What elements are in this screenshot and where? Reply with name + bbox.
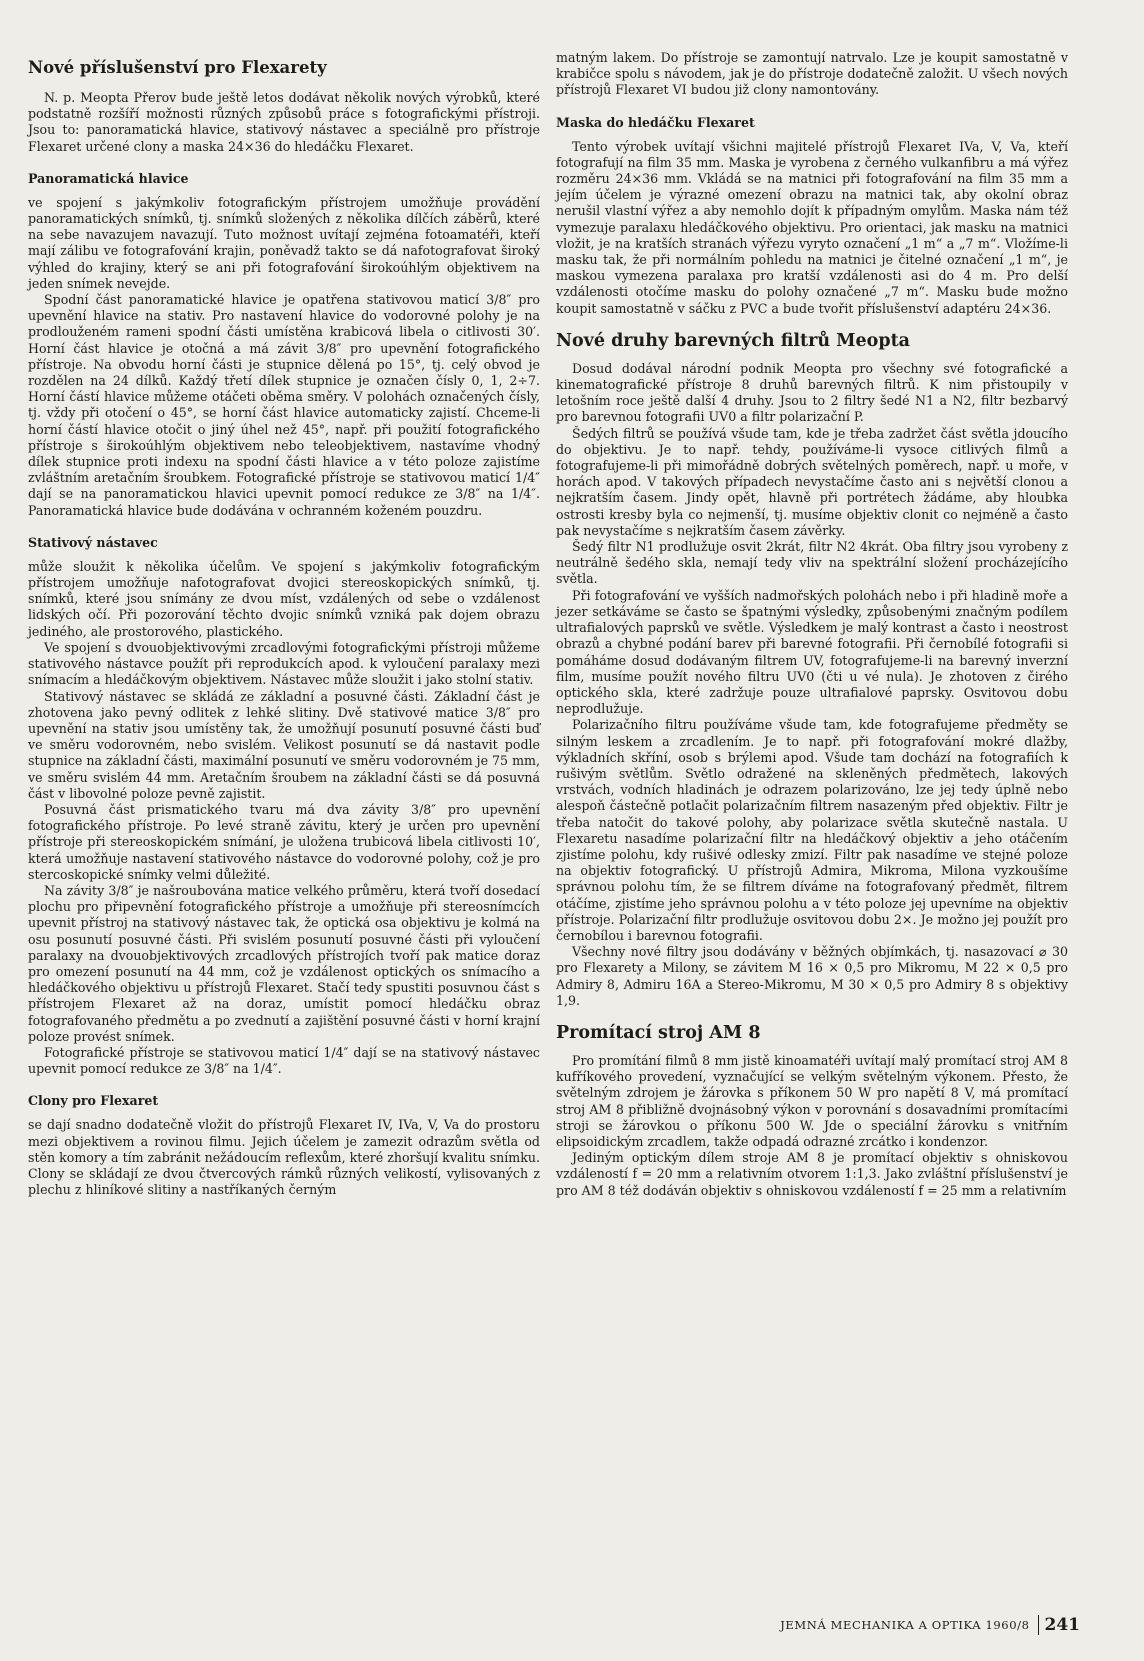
- paragraph: Všechny nové filtry jsou dodávány v běžných objímkách, tj. nasazovací ⌀ 30 pro Flexarety a Milony, se závitem M 16 × 0,5 pro Mikromu, M 22 × 0,5 pro Admiry 8, Admiru 16A a Stereo-Mikromu, M 30 × 0,5 pro Admiry 8 s objektivy 1,9.: [556, 944, 1068, 1008]
- journal-name: JEMNÁ MECHANIKA A OPTIKA 1960/8: [780, 1618, 1030, 1632]
- paragraph: se dají snadno dodatečně vložit do přístrojů Flexaret IV, IVa, V, Va do prostoru mezi objektivem a rovinou filmu. Jejich účelem je zamezit odrazům světla od stěn komory a tím zabránit nežádoucím reflexům, které zhoršují kvalitu snímku. Clony se skládají ze dvou čtvercových rámků různých velikostí, vylisovaných z plechu z hliníkové slitiny a nastříkaných černým: [28, 1117, 540, 1198]
- paragraph: Dosud dodával národní podnik Meopta pro všechny své fotografické a kinematografické přístroje 8 druhů barevných filtrů. K nim přistoupily v letošním roce ještě další 4 druhy. Jsou to 2 filtry šedé N1 a N2, filtr bezbarvý pro barevnou fotografii UV0 a filtr polarizační P.: [556, 360, 1068, 425]
- section-heading: Stativový nástavec: [28, 534, 158, 550]
- paragraph: Na závity 3/8″ je našroubována matice velkého průměru, která tvoří dosedací plochu pro připevnění fotografického přístroje a umožňuje při stereosnímcích upevnit přístroj na stativový nástavec tak, že optická osa objektivu je kolmá na osu posunutí posuvné části. Při svislém posunutí posuvné části při vyloučení paralaxy na dvouobjektivových zrcadlových přístrojích tvoří pak matice doraz pro omezení posunutí na 44 mm, což je vzdálenost optických os snímacího a hledáčkového objektivu u přístrojů Flexaret. Stačí tedy spustiti posuvnou část s přístrojem Flexaret až na doraz, umístit pomocí hledáčku obraz fotografovaného předmětu a po zvednutí a zajištění posuvné části v horní krajní poloze provést snímek.: [28, 882, 540, 1044]
- article-title: Nové příslušenství pro Flexarety: [28, 58, 327, 77]
- paragraph: Šedých filtrů se používá všude tam, kde je třeba zadržet část světla jdoucího do objektivu. Je to např. tehdy, používáme-li vysoce citlivých filmů a fotografujeme-li při mimořádně dobrých světelných poměrech, např. u moře, v horách apod. V takových případech nevystačíme často ani s největší clonou a nejkratším časem. Jindy opět, hlavně při portrétech žádáme, aby hloubka ostrosti kresby byla co nejmenší, tj. musíme objektiv clonit co nejméně a často pak nevystačíme s nejkratším časem závěrky.: [556, 425, 1068, 538]
- page-number: 241: [1044, 1615, 1080, 1635]
- paragraph: N. p. Meopta Přerov bude ještě letos dodávat několik nových výrobků, které podstatně rozšíří možnosti různých způsobů práce s fotografickými přístroji. Jsou to: panoramatická hlavice, stativový nástavec a speciálně pro přístroje Flexaret určené clony a maska 24×36 do hledáčku Flexaret.: [28, 90, 540, 154]
- paragraph: Tento výrobek uvítají všichni majitelé přístrojů Flexaret IVa, V, Va, kteří fotografují na film 35 mm. Maska je vyrobena z černého vulkanfibru a má výřez rozměru 24×36 mm. Vkládá se na matnici při fotografování na film 35 mm a jejím účelem je výrazné omezení obrazu na matnici tak, aby okolní obraz nerušil vlastní výřez a aby nemohlo dojít k případným omylům. Maska nám též vymezuje paralaxu hledáčkového objektivu. Pro orientaci, jak masku na matnici vložit, je na kratších stranách výřezu vyryto označení „1 m“ a „7 m“. Vložíme-li masku tak, že při normálním pohledu na matnici je čitelné označení „1 m“, je maskou vymezena paralaxa pro kratší vzdálenosti asi do 4 m. Pro delší vzdálenosti otočíme masku do polohy označené „7 m“. Masku bude možno koupit samostatně v sáčku z PVC a bude tvořit příslušenství adaptéru 24×36.: [556, 138, 1068, 316]
- paragraph: Ve spojení s dvouobjektivovými zrcadlovými fotografickými přístroji můžeme stativového nástavce použít při reprodukcích apod. k vyloučení paralaxy mezi snímacím a hledáčkovým objektivem. Nástavec může sloužit i jako stolní stativ.: [28, 639, 540, 688]
- paragraph: Posuvná část prismatického tvaru má dva závity 3/8″ pro upevnění fotografického přístroje. Po levé straně závitu, který je určen pro upevnění přístroje při stereoskopickém snímání, je uložena trubicová libela citlivosti 10′, která umožňuje nastavení stativového nástavce do vodorovné polohy, což je pro stercoskopické snímky velmi důležité.: [28, 801, 540, 882]
- paragraph: Šedý filtr N1 prodlužuje osvit 2krát, filtr N2 4krát. Oba filtry jsou vyrobeny z neutrálně šedého skla, nemají tedy vliv na spektrální složení procházejícího světla.: [556, 539, 1068, 587]
- paragraph: Polarizačního filtru používáme všude tam, kde fotografujeme předměty se silným leskem a zrcadlením. Je to např. při fotografování mokré dlažby, výkladních skříní, osob s brýlemi apod. Všude tam dochází na fotografiích k rušivým světlům. Světlo odražené na skleněných předmětech, lakových vrstvách, vodních hladinách je odrazem polarizováno, lze jej tedy úplně nebo alespoň částečně potlačit polarizačním filtrem nasazeným před objektiv. Filtr je třeba natočit do takové polohy, aby polarizace světla skutečně nastala. U Flexaretu nasadíme polarizační filtr na hledáčkový objektiv a jeho otáčením zjistíme polohu, kdy rušivé odlesky zmizí. Filtr pak nasadíme ve stejné poloze na objektiv fotografický. U přístrojů Admira, Mikroma, Milona vyzkoušíme správnou polohu tím, že se filtrem díváme na fotografovaný předmět, filtrem otáčíme, zjistíme jeho správnou polohu a v této poloze jej upevníme na objektiv přístroje. Polarizační filtr prodlužuje osvitovou dobu 2×. Je možno jej použít pro černobílou i barevnou fotografii.: [556, 717, 1068, 943]
- paragraph: může sloužit k několika účelům. Ve spojení s jakýmkoliv fotografickým přístrojem umožňuje nafotografovat dvojici stereoskopických snímků, tj. snímků, které jsou snímány ze dvou míst, vzdálených od sebe o vzdálenost lidských očí. Při pozorování těchto dvojic snímků vzniká pak dojem obrazu jediného, ale prostorového, plastického.: [28, 558, 540, 639]
- right-column: [556, 50, 1068, 1199]
- paragraph: Jediným optickým dílem stroje AM 8 je promítací objektiv s ohniskovou vzdáleností f = 20 mm a relativním otvorem 1:1,3. Jako zvláštní příslušenství je pro AM 8 též dodáván objektiv s ohniskovou vzdáleností f = 25 mm a relativním: [556, 1150, 1068, 1198]
- page-footer: [780, 1615, 1080, 1635]
- paragraph: Pro promítání filmů 8 mm jistě kinoamatéři uvítají malý promítací stroj AM 8 kufříkového provedení, vyznačující se velkým světelným výkonem. Přesto, že světelným zdrojem je žárovka s příkonem 50 W pro napětí 8 V, má promítací stroj AM 8 přibližně dvojnásobný výkon v porovnání s dosavadními promítacími stroji se žárovkou o příkonu 500 W. Jde o speciální žárovku s vnitřním elipsoidickým zrcadlem, takže odpadá odrazné zrcátko i kondenzor.: [556, 1052, 1068, 1149]
- article-title: Nové druhy barevných filtrů Meopta: [556, 330, 911, 351]
- paragraph: Fotografické přístroje se stativovou maticí 1/4″ dají se na stativový nástavec upevnit pomocí redukce ze 3/8″ na 1/4″.: [28, 1044, 540, 1077]
- paragraph: Při fotografování ve vyšších nadmořských polohách nebo i při hladině moře a jezer setkáváme se často se špatnými výsledky, způsobenými značným podílem ultrafialových paprsků ve světle. Výsledkem je malý kontrast a často i neostrost obrazů a chybné podání barev při barevné fotografii. Při černobílé fotografii si pomáháme dosud dodávaným filtrem UV, fotografujeme-li na barevný inverzní film, musíme použít nového filtru UV0 (čti u vé nula). Je zhotoven z čirého optického skla, které zadržuje pouze ultrafialové paprsky. Osvitovou dobu neprodlužuje.: [556, 587, 1068, 717]
- paragraph: ve spojení s jakýmkoliv fotografickým přístrojem umožňuje provádění panoramatických snímků, tj. snímků složených z několika dílčích záběrů, které na sebe navazujem navazují. Tuto možnost uvítají zejména fotoamatéři, kteří mají zálibu ve fotografování krajin, poněvadž takto se dá nafotografovat široký výhled do krajiny, který se ani při fotografování širokoúhlým objektivem na jeden snímek nevejde.: [28, 194, 540, 291]
- section-heading: Maska do hledáčku Flexaret: [556, 114, 755, 130]
- section-heading: Clony pro Flexaret: [28, 1093, 159, 1109]
- article-title: Promítací stroj AM 8: [556, 1022, 761, 1043]
- left-column: [28, 48, 540, 1198]
- section-heading: Panoramatická hlavice: [28, 170, 189, 186]
- paragraph: Stativový nástavec se skládá ze základní a posuvné části. Základní část je zhotovena jako pevný odlitek z lehké slitiny. Dvě stativové matice 3/8″ pro upevnění na stativ jsou umístěny tak, že umožňují posunutí posuvné části buď ve směru vodorovném, nebo svislém. Velikost posunutí se dá nastavit podle stupnice na základní části, maximální posunutí ve směru vodorovném je 75 mm, ve směru svislém 44 mm. Aretačním šroubem na základní části se dá posuvná část v libovolné poloze pevně zajistit.: [28, 688, 540, 801]
- footer-divider: [1038, 1615, 1039, 1635]
- paragraph: matným lakem. Do přístroje se zamontují natrvalo. Lze je koupit samostatně v krabičce spolu s návodem, jak je do přístroje dodatečně založit. U všech nových přístrojů Flexaret VI budou již clony namontovány.: [556, 50, 1068, 98]
- paragraph: Spodní část panoramatické hlavice je opatřena stativovou maticí 3/8″ pro upevnění hlavice na stativ. Pro nastavení hlavice do vodorovné polohy je na prodlouženém rameni spodní části umístěna krabicová libela o citlivosti 30′. Horní část hlavice je otočná a má závit 3/8″ pro upevnění fotografického přístroje. Na obvodu horní části je stupnice dělená po 15°, tj. celý obvod je rozdělen na 24 dílků. Každý třetí dílek stupnice je označen čísly 0, 1, 2÷7. Horní částí hlavice můžeme otáčeti oběma směry. V polohách označených čísly, tj. vždy při otočení o 45°, se horní část hlavice automaticky zajistí. Chceme-li horní částí hlavice otočit o jiný úhel než 45°, např. při použití fotografického přístroje s širokoúhlým objektivem nebo teleobjektivem, nastavíme vhodný dílek stupnice proti indexu na spodní části hlavice a v této poloze zajistíme zvláštním aretačním šroubkem. Fotografické přístroje se stativovou maticí 1/4″ dají se na panoramatickou hlavici upevnit pomocí redukce ze 3/8″ na 1/4″. Panoramatická hlavice bude dodávána v ochranném koženém pouzdru.: [28, 292, 540, 518]
